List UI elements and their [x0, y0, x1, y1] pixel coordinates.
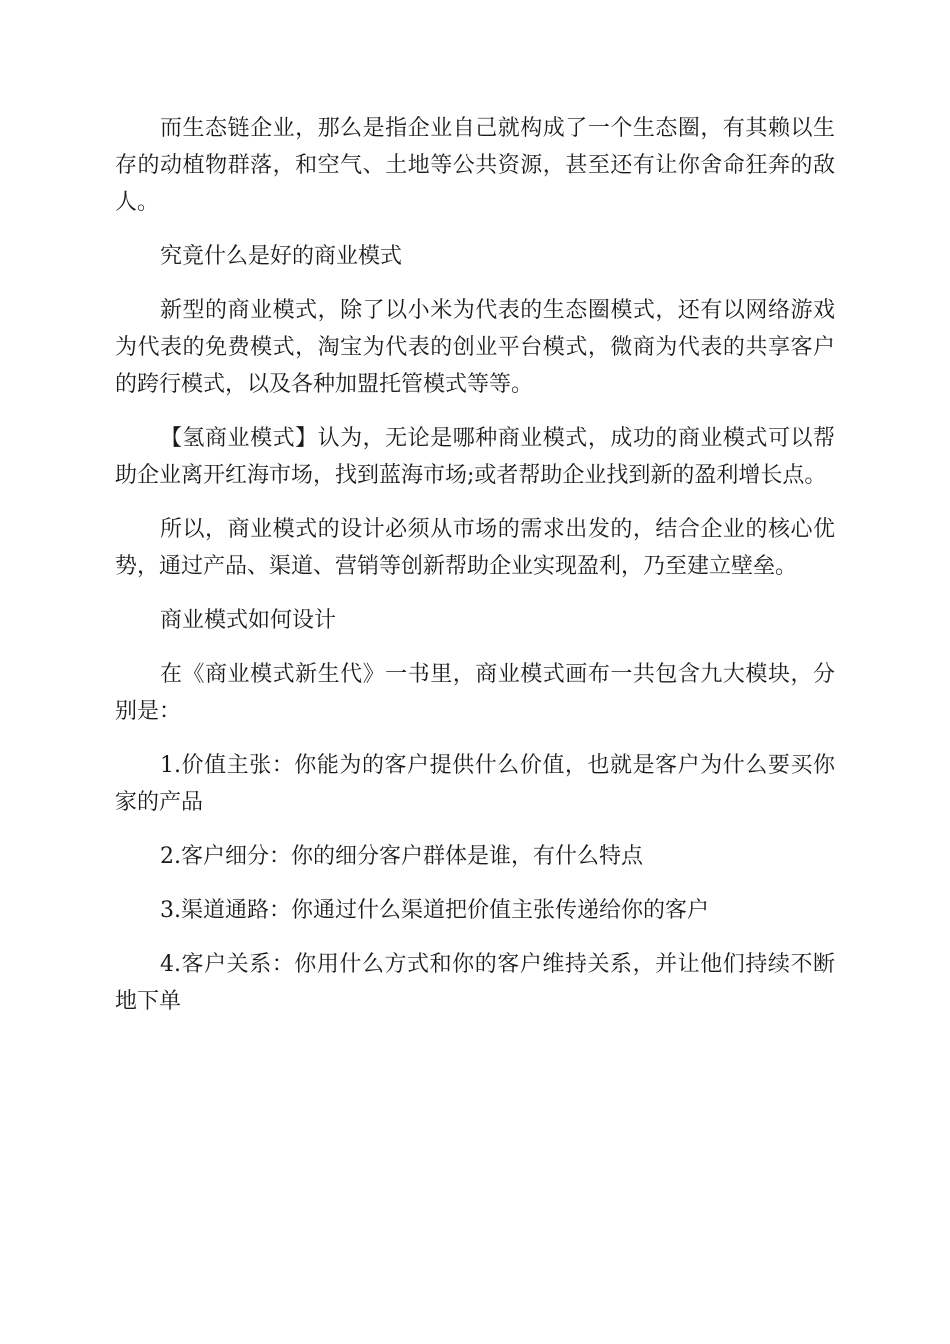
list-item-customer-relationships: 4.客户关系：你用什么方式和你的客户维持关系，并让他们持续不断地下单: [115, 952, 835, 1014]
heading-good-business-model: 究竟什么是好的商业模式: [160, 244, 403, 269]
paragraph-design-from-market: 所以，商业模式的设计必须从市场的需求出发的，结合企业的核心优势，通过产品、渠道、营销等创新帮助企业实现盈利，乃至建立壁垒。: [115, 517, 835, 579]
paragraph-business-model-canvas: 在《商业模式新生代》一书里，商业模式画布一共包含九大模块，分别是：: [115, 662, 835, 724]
list-item-value-proposition: 1.价值主张：你能为的客户提供什么价值，也就是客户为什么要买你家的产品: [115, 753, 835, 815]
paragraph-ecosystem-enterprise: 而生态链企业，那么是指企业自己就构成了一个生态圈，有其赖以生存的动植物群落，和空气、土地等公共资源，甚至还有让你舍命狂奔的敌人。: [115, 116, 835, 215]
document-body: [115, 110, 835, 1037]
paragraph-hydrogen-business-model: 【氢商业模式】认为，无论是哪种商业模式，成功的商业模式可以帮助企业离开红海市场，找到蓝海市场;或者帮助企业找到新的盈利增长点。: [115, 426, 835, 488]
list-item-channels: 3.渠道通路：你通过什么渠道把价值主张传递给你的客户: [160, 898, 709, 923]
heading-how-to-design: 商业模式如何设计: [160, 608, 337, 633]
list-item-customer-segments: 2.客户细分：你的细分客户群体是谁，有什么特点: [160, 844, 643, 869]
paragraph-new-business-models: 新型的商业模式，除了以小米为代表的生态圈模式，还有以网络游戏为代表的免费模式，淘宝为代表的创业平台模式，微商为代表的共享客户的跨行模式，以及各种加盟托管模式等等。: [115, 298, 835, 397]
